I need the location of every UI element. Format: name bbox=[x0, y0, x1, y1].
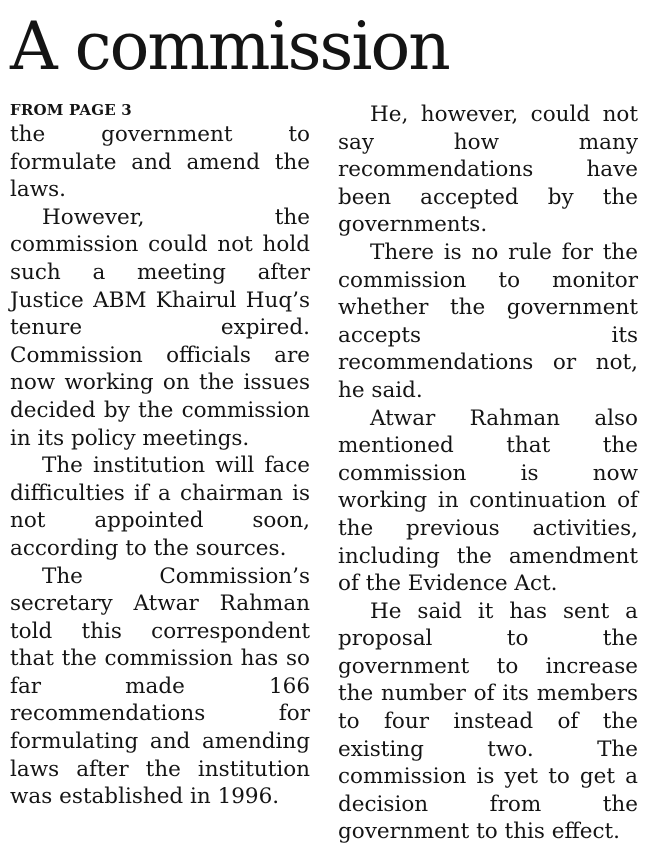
headline: A commission bbox=[10, 8, 449, 85]
paragraph: He said it has sent a proposal to the government to increase the number of its members to four instead of the existing two. The commission is yet to get a decision from the government to this effect. bbox=[338, 598, 638, 845]
paragraph: However, the commission could not hold such a meeting after Justice ABM Khairul Huq’s tenure expired. Commission officials are now working on the issues decided by the commission in its policy meetings. bbox=[10, 204, 310, 451]
paragraph: The institution will face difficulties if a chairman is not appointed soon, according to the sources. bbox=[10, 453, 310, 561]
article-column-left bbox=[10, 101, 310, 811]
continued-from-kicker: FROM PAGE 3 bbox=[10, 101, 132, 119]
paragraph: There is no rule for the commission to monitor whether the government accepts its recommendations or not, he said. bbox=[338, 239, 638, 403]
paragraph: the government to formulate and amend the laws. bbox=[10, 122, 310, 203]
paragraph: The Commission’s secretary Atwar Rahman told this correspondent that the commission has so far made 166 recommendations for formulating and amending laws after the institution was established in 1996. bbox=[10, 563, 310, 810]
paragraph: He, however, could not say how many recommendations have been accepted by the governments. bbox=[338, 102, 638, 238]
article-column-right bbox=[338, 101, 638, 846]
paragraph: Atwar Rahman also mentioned that the commission is now working in continuation of the previous activities, including the amendment of the Evidence Act. bbox=[338, 405, 638, 597]
